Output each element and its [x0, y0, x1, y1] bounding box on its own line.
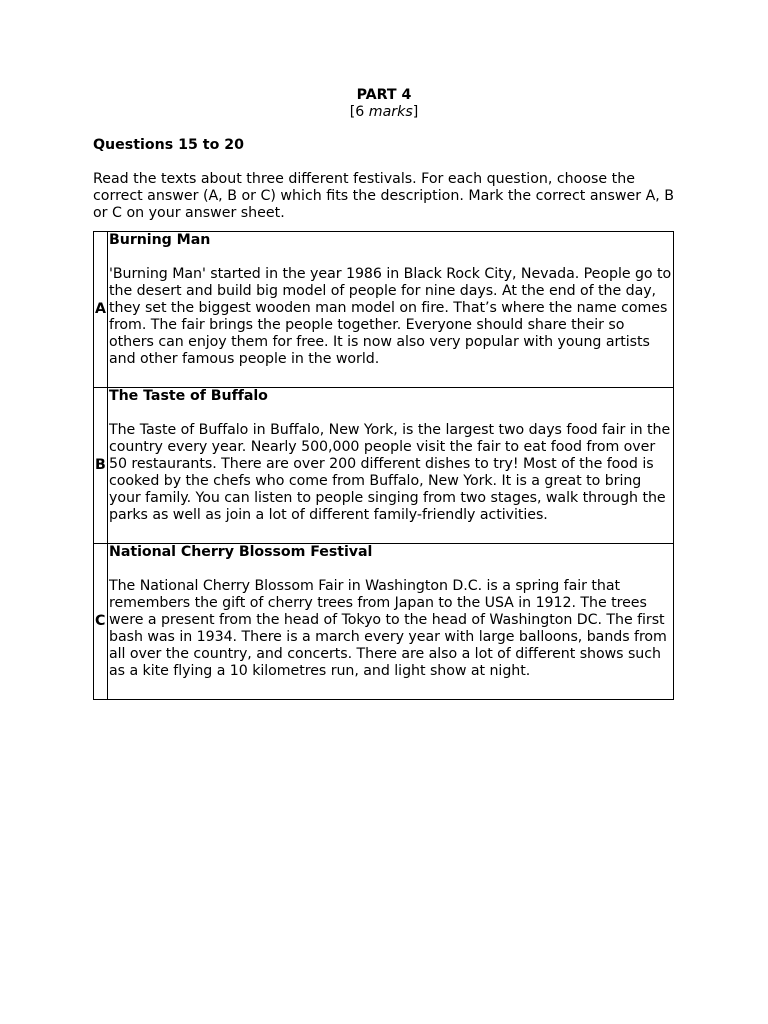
festival-cell-b: [108, 388, 674, 544]
option-letter-a: A: [94, 232, 108, 388]
part-heading: PART 4: [356, 87, 412, 103]
festival-text-b: The Taste of Buffalo in Buffalo, New York, is the largest two days food fair in the country every year. Nearly 500,000 people visit the fair to eat food from over 50 restaurants. There are over 200 different dishes to try! Most of the food is cooked by the chefs who come from Buffalo, New York. It is a great to bring your family. You can listen to people singing from two stages, walk through the parks as well as join a lot of different family-friendly activities.: [109, 422, 671, 523]
marks-line: [93, 104, 675, 121]
festival-cell-a: [108, 232, 674, 388]
festival-title-c: National Cherry Blossom Festival: [109, 544, 373, 560]
document-page: [93, 87, 675, 700]
festival-texts-table: [93, 231, 674, 700]
questions-heading: Questions 15 to 20: [93, 137, 244, 153]
festival-title-a: Burning Man: [109, 232, 211, 248]
festival-title-b: The Taste of Buffalo: [109, 388, 268, 404]
instructions-text: Read the texts about three different festivals. For each question, choose the correct answer (A, B or C) which fits the description. Mark the correct answer A, B or C on your answer sheet.: [93, 171, 675, 221]
festival-row-b: [94, 388, 674, 544]
festival-row-c: [94, 544, 674, 700]
festival-row-a: [94, 232, 674, 388]
option-letter-b: B: [94, 388, 108, 544]
festival-text-c: The National Cherry Blossom Fair in Washington D.C. is a spring fair that remembers the gift of cherry trees from Japan to the USA in 1912. The trees were a present from the head of Tokyo to the head of Washington DC. The first bash was in 1934. There is a march every year with large balloons, bands from all over the country, and concerts. There are also a lot of different shows such as a kite flying a 10 kilometres run, and light show at night.: [109, 578, 667, 679]
festival-text-a: 'Burning Man' started in the year 1986 in Black Rock City, Nevada. People go to the desert and build big model of people for nine days. At the end of the day, they set the biggest wooden man model on fire. That’s where the name comes from. The fair brings the people together. Everyone should share their so others can enjoy them for free. It is now also very popular with young artists and other famous people in the world.: [109, 266, 672, 367]
marks-word: marks: [368, 104, 413, 120]
marks-close: ]: [412, 104, 419, 120]
marks-open: [6: [349, 104, 369, 120]
festival-cell-c: [108, 544, 674, 700]
option-letter-c: C: [94, 544, 108, 700]
